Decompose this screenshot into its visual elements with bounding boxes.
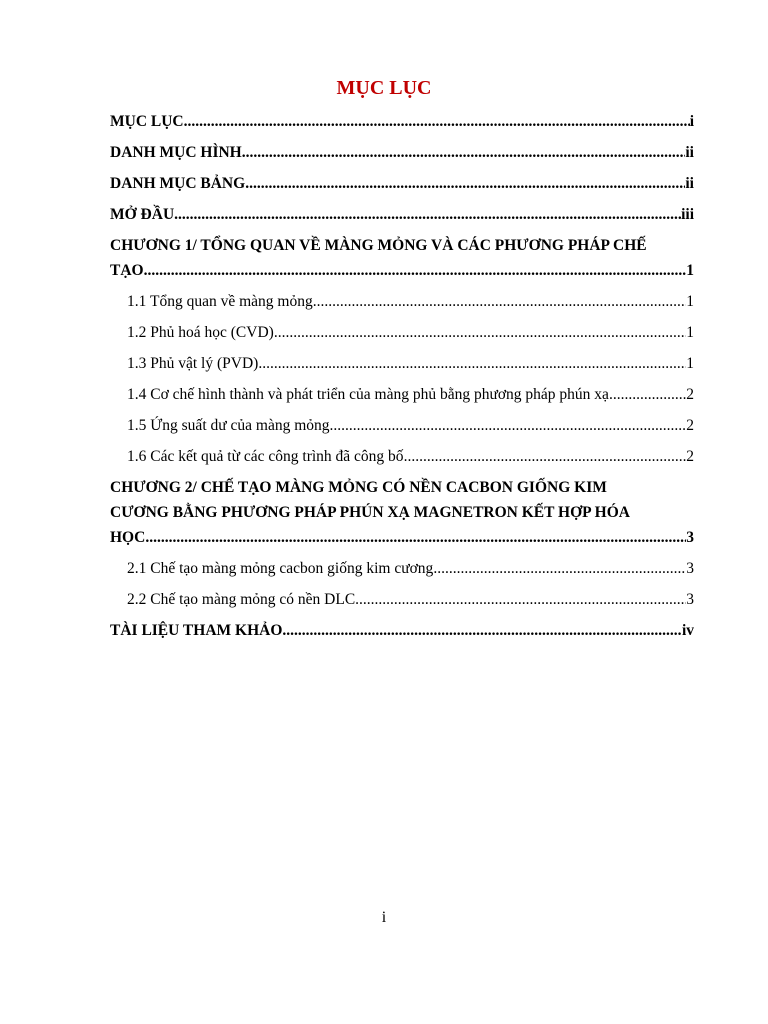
toc-entry-page: i [689, 113, 694, 130]
toc-entry-row [127, 587, 694, 612]
toc-entry-page: 3 [686, 529, 694, 546]
toc-entry-line: CHƯƠNG 1/ TỔNG QUAN VỀ MÀNG MỎNG VÀ CÁC PHƯƠNG PHÁP CHẾ [110, 237, 647, 254]
toc-entry-row [127, 413, 694, 438]
toc-entry-page: 1 [686, 324, 694, 341]
toc-entry-page: iv [681, 622, 694, 639]
toc-entry[interactable] [110, 109, 694, 134]
toc-entry-label: 1.6 Các kết quả từ các công trình đã công bố [127, 448, 404, 465]
toc-entry-row [110, 171, 694, 196]
dot-leader [184, 109, 690, 134]
dot-leader [174, 202, 681, 227]
toc-entry-row [127, 444, 694, 469]
toc-entry-row [110, 525, 694, 550]
toc-entry-row [127, 351, 694, 376]
toc-entry-row [127, 320, 694, 345]
toc-entry-label: 1.1 Tổng quan về màng mỏng [127, 293, 313, 310]
toc-entry-line: CHƯƠNG 2/ CHẾ TẠO MÀNG MỎNG CÓ NỀN CACBON GIỐNG KIM [110, 479, 607, 496]
toc-entry-row [127, 289, 694, 314]
toc-entry[interactable] [110, 140, 694, 165]
toc-entry[interactable] [110, 618, 694, 643]
toc-entry-row [127, 382, 694, 407]
dot-leader [144, 258, 687, 283]
toc-entry-row [110, 140, 694, 165]
toc-entry[interactable] [110, 413, 694, 438]
toc-entry-page: 2 [686, 448, 694, 465]
toc-entry-row [110, 202, 694, 227]
dot-leader [609, 382, 686, 407]
toc-entry-page: 2 [686, 386, 694, 403]
toc-entry-label: HỌC [110, 529, 146, 546]
dot-leader [404, 444, 687, 469]
toc-entry-page: 1 [686, 262, 694, 279]
toc-entry-page: ii [685, 144, 694, 161]
dot-leader [433, 556, 686, 581]
dot-leader [355, 587, 686, 612]
toc-entry[interactable] [110, 475, 694, 550]
page-number: i [381, 909, 387, 926]
toc-entry[interactable] [110, 171, 694, 196]
toc-entry-label: DANH MỤC BẢNG [110, 175, 246, 192]
toc-entry[interactable] [110, 382, 694, 407]
toc-entry[interactable] [110, 444, 694, 469]
toc-entry-page: 1 [686, 293, 694, 310]
toc-entry[interactable] [110, 233, 694, 283]
toc-entry-page: 2 [686, 417, 694, 434]
toc-title: MỤC LỤC [336, 77, 432, 99]
toc-entry[interactable] [110, 556, 694, 581]
toc-entry-row [110, 258, 694, 283]
toc-entry-page: iii [681, 206, 694, 223]
dot-leader [242, 140, 686, 165]
toc-entry-row [127, 556, 694, 581]
toc-entry-label: 1.3 Phủ vật lý (PVD) [127, 355, 259, 372]
toc-entry-page: 3 [686, 560, 694, 577]
dot-leader [245, 171, 685, 196]
dot-leader [145, 525, 686, 550]
toc-entry-label: 1.4 Cơ chế hình thành và phát triển của màng phủ bằng phương pháp phún xạ [127, 386, 609, 403]
toc-entry-page: 3 [686, 591, 694, 608]
toc-entry[interactable] [110, 289, 694, 314]
dot-leader [330, 413, 687, 438]
toc-entry-label: 2.1 Chế tạo màng mỏng cacbon giống kim cương [127, 560, 434, 577]
toc-entry-label: MỤC LỤC [110, 113, 184, 130]
toc-entry-page: 1 [686, 355, 694, 372]
toc-entry-row [110, 618, 694, 643]
toc-entry-label: DANH MỤC HÌNH [110, 144, 242, 161]
toc-entry[interactable] [110, 202, 694, 227]
dot-leader [274, 320, 686, 345]
toc-entry[interactable] [110, 351, 694, 376]
dot-leader [282, 618, 682, 643]
toc-entry[interactable] [110, 587, 694, 612]
dot-leader [258, 351, 686, 376]
toc-entry-label: TÀI LIỆU THAM KHẢO [110, 622, 283, 639]
toc-entry-label: MỞ ĐẦU [110, 206, 175, 223]
toc-entry-line: CƯƠNG BẰNG PHƯƠNG PHÁP PHÚN XẠ MAGNETRON KẾT HỢP HÓA [110, 504, 630, 521]
toc-entry-row [110, 109, 694, 134]
toc-entry-label: TẠO [110, 262, 144, 279]
table-of-contents [110, 109, 694, 643]
toc-entry-page: ii [685, 175, 694, 192]
toc-entry-label: 1.2 Phủ hoá học (CVD) [127, 324, 274, 341]
dot-leader [313, 289, 687, 314]
toc-entry-label: 1.5 Ứng suất dư của màng mỏng [127, 417, 330, 434]
toc-entry-label: 2.2 Chế tạo màng mỏng có nền DLC [127, 591, 356, 608]
toc-entry[interactable] [110, 320, 694, 345]
